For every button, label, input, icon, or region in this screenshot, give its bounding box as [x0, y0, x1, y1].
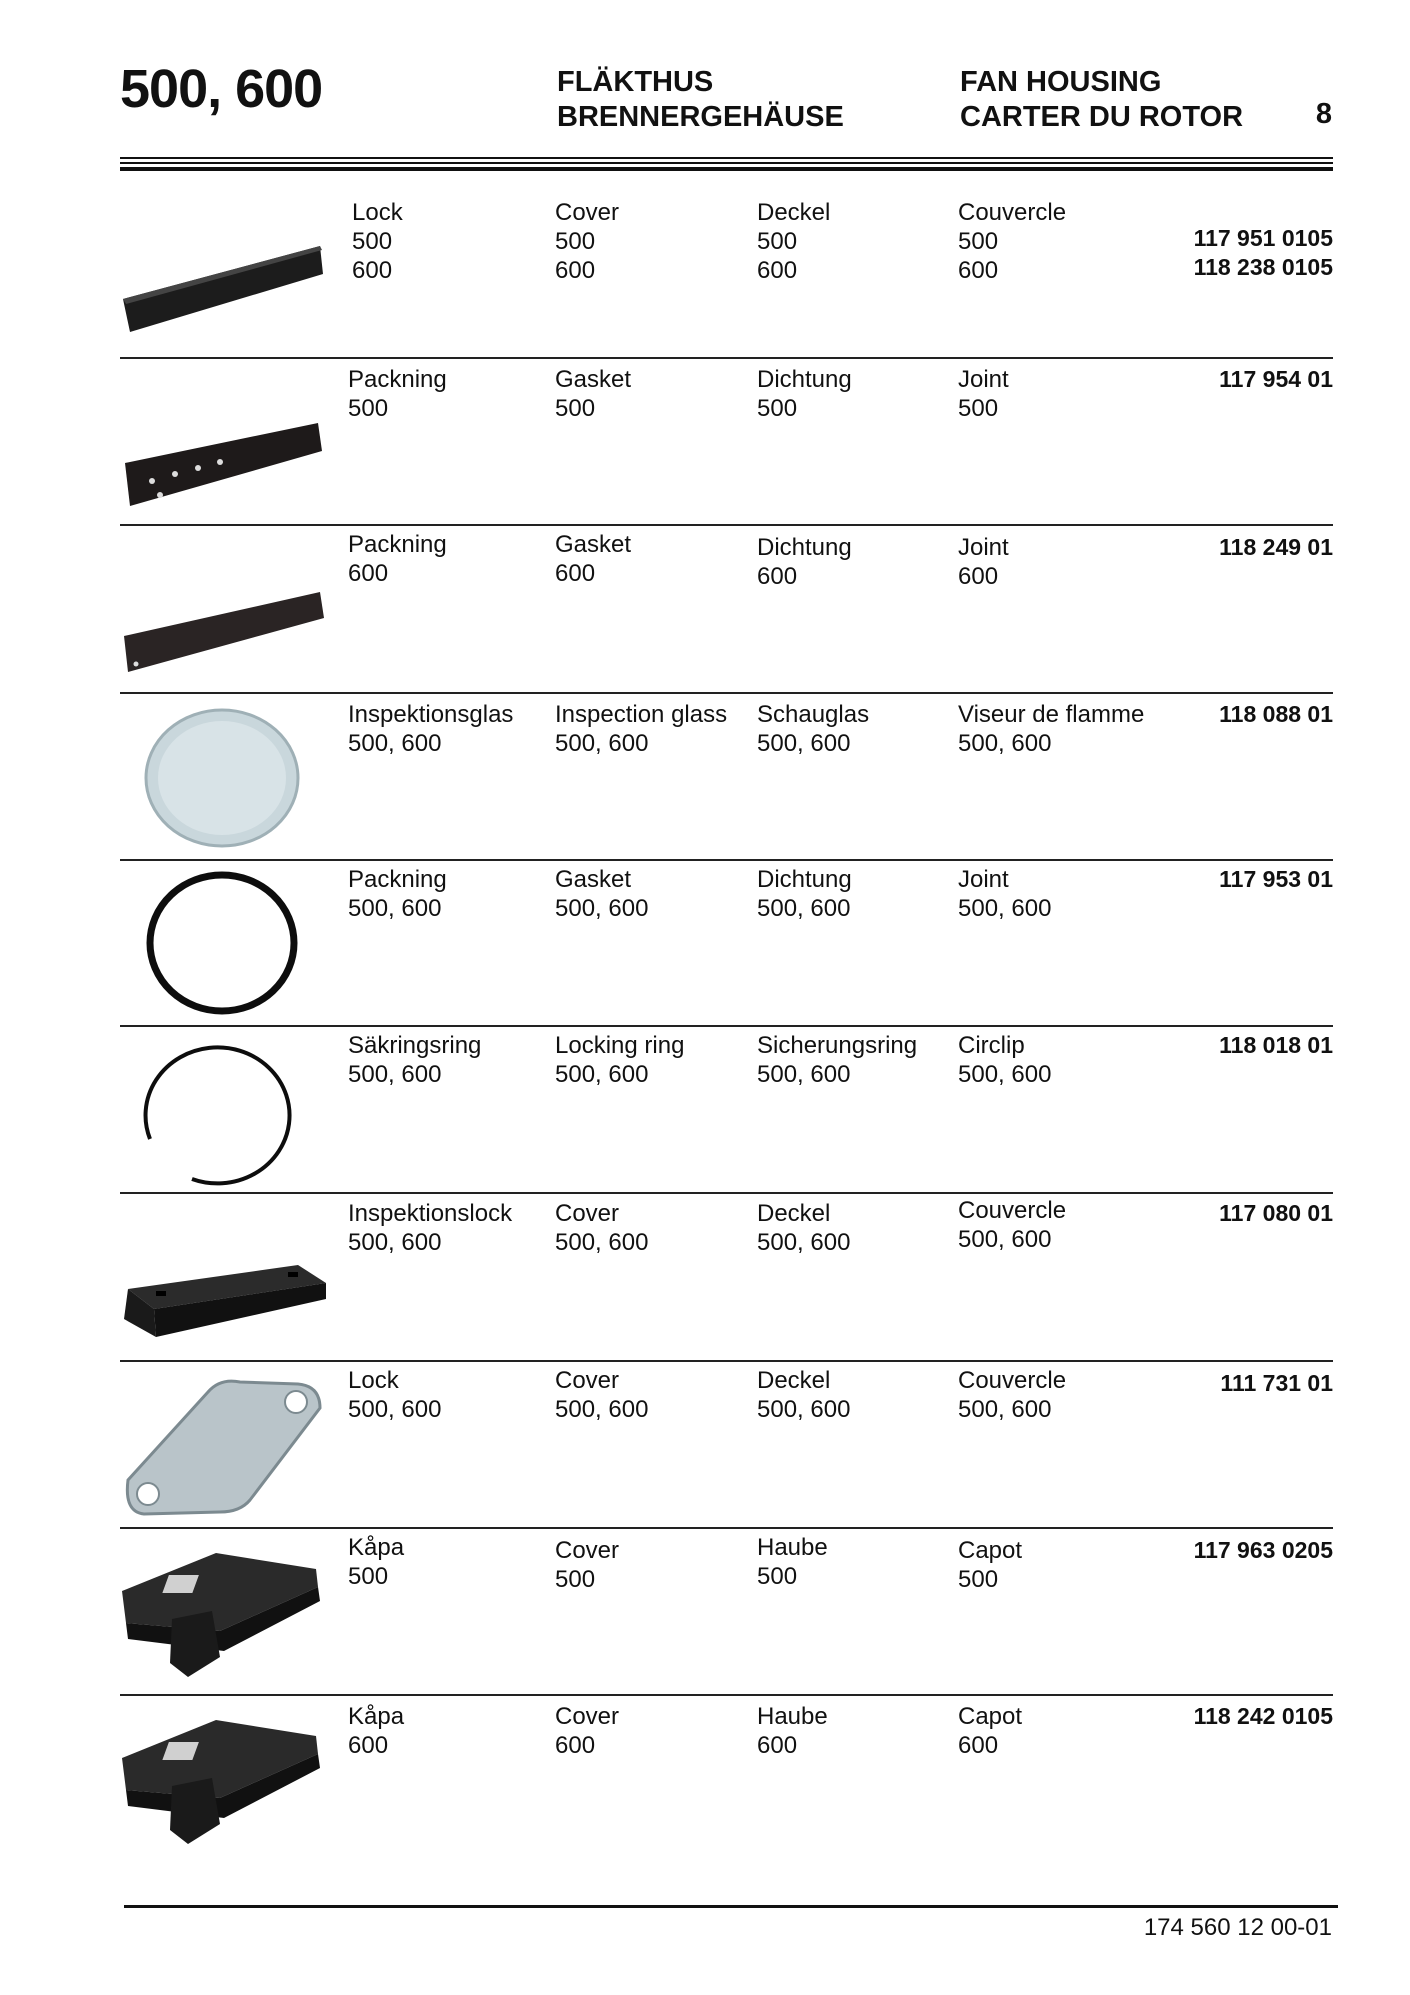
page-models-title: 500, 600: [120, 59, 323, 119]
col-french: Capot 600: [958, 1703, 1023, 1759]
title-swedish: FLÄKTHUS: [557, 66, 714, 98]
part-row: [120, 859, 1333, 1025]
part-row: [120, 1527, 1333, 1694]
col-french: Couvercle 500, 600: [958, 1197, 1067, 1253]
footer-rule: [124, 1905, 1338, 1908]
col-french: Couvercle 500, 600: [958, 1367, 1067, 1423]
col-german: Dichtung 600: [757, 534, 852, 590]
col-german: Haube 600: [757, 1703, 828, 1759]
col-swedish: Packning 500: [348, 366, 447, 422]
col-french: Capot 500: [958, 1537, 1023, 1593]
part-row: [120, 1694, 1333, 1864]
col-german: Schauglas 500, 600: [757, 701, 870, 757]
col-english: Gasket 500: [555, 366, 632, 422]
col-german: Deckel 500, 600: [757, 1200, 851, 1256]
col-french: Joint 500, 600: [958, 866, 1052, 922]
hood-icon: [120, 1706, 330, 1856]
col-swedish: Säkringsring 500, 600: [348, 1032, 482, 1088]
col-english: Cover 500 600: [555, 199, 620, 284]
col-german: Deckel 500, 600: [757, 1367, 851, 1423]
flange-plate-icon: [120, 1372, 330, 1522]
col-english: Cover 600: [555, 1703, 620, 1759]
part-number: 117 080 01: [1219, 1200, 1333, 1226]
col-swedish: Kåpa 500: [348, 1534, 405, 1590]
col-swedish: Lock 500, 600: [348, 1367, 442, 1423]
document-number: 174 560 12 00-01: [1143, 1914, 1332, 1941]
title-french: CARTER DU ROTOR: [960, 101, 1244, 133]
part-number: 111 731 01: [1220, 1370, 1333, 1396]
col-english: Locking ring 500, 600: [555, 1032, 685, 1088]
part-row: [120, 1192, 1333, 1359]
col-french: Circlip 500, 600: [958, 1032, 1052, 1088]
col-german: Haube 500: [757, 1534, 828, 1590]
col-swedish: Inspektionsglas 500, 600: [348, 701, 514, 757]
gasket-strip-icon: [120, 560, 330, 710]
part-number: 118 249 01: [1219, 534, 1333, 560]
col-english: Cover 500, 600: [555, 1367, 649, 1423]
part-row: [120, 524, 1333, 690]
part-number: 117 963 0205: [1193, 1537, 1333, 1563]
gasket-strip-icon: [120, 393, 330, 543]
part-row: [120, 357, 1333, 523]
part-number: 117 951 0105 118 238 0105: [1193, 225, 1333, 280]
part-row: [120, 1360, 1333, 1527]
part-number: 117 954 01: [1219, 366, 1333, 392]
col-english: Inspection glass 500, 600: [555, 701, 728, 757]
col-swedish: Kåpa 600: [348, 1703, 405, 1759]
part-row: [120, 692, 1333, 858]
title-english: FAN HOUSING: [960, 66, 1162, 98]
col-french: Couvercle 500 600: [958, 199, 1067, 284]
col-french: Joint 600: [958, 534, 1009, 590]
cover-plate-icon: [120, 214, 330, 364]
col-english: Gasket 600: [555, 531, 632, 587]
o-ring-icon: [120, 867, 330, 1017]
col-swedish: Lock 500 600: [352, 199, 403, 284]
part-number: 118 088 01: [1219, 701, 1333, 727]
part-row: [120, 178, 1333, 338]
title-german: BRENNERGEHÄUSE: [557, 101, 844, 133]
header-titles-sv-de: [557, 65, 844, 135]
col-french: Viseur de flamme 500, 600: [958, 701, 1145, 757]
col-german: Dichtung 500: [757, 366, 852, 422]
col-english: Gasket 500, 600: [555, 866, 649, 922]
col-swedish: Inspektionslock 500, 600: [348, 1200, 513, 1256]
col-swedish: Packning 600: [348, 531, 447, 587]
col-swedish: Packning 500, 600: [348, 866, 447, 922]
hood-icon: [120, 1539, 330, 1689]
page-number: 8: [1315, 98, 1332, 130]
col-english: Cover 500: [555, 1537, 620, 1593]
col-french: Joint 500: [958, 366, 1009, 422]
part-number: 117 953 01: [1219, 866, 1333, 892]
col-german: Dichtung 500, 600: [757, 866, 852, 922]
part-number: 118 242 0105: [1193, 1703, 1333, 1729]
circlip-icon: [120, 1039, 330, 1189]
part-number: 118 018 01: [1219, 1032, 1333, 1058]
header-rule: [120, 157, 1333, 174]
inspection-glass-icon: [120, 702, 330, 852]
header-titles-en-fr: [960, 65, 1243, 135]
col-german: Sicherungsring 500, 600: [757, 1032, 918, 1088]
col-german: Deckel 500 600: [757, 199, 831, 284]
inspection-cover-icon: [120, 1212, 330, 1362]
col-english: Cover 500, 600: [555, 1200, 649, 1256]
part-row: [120, 1025, 1333, 1192]
